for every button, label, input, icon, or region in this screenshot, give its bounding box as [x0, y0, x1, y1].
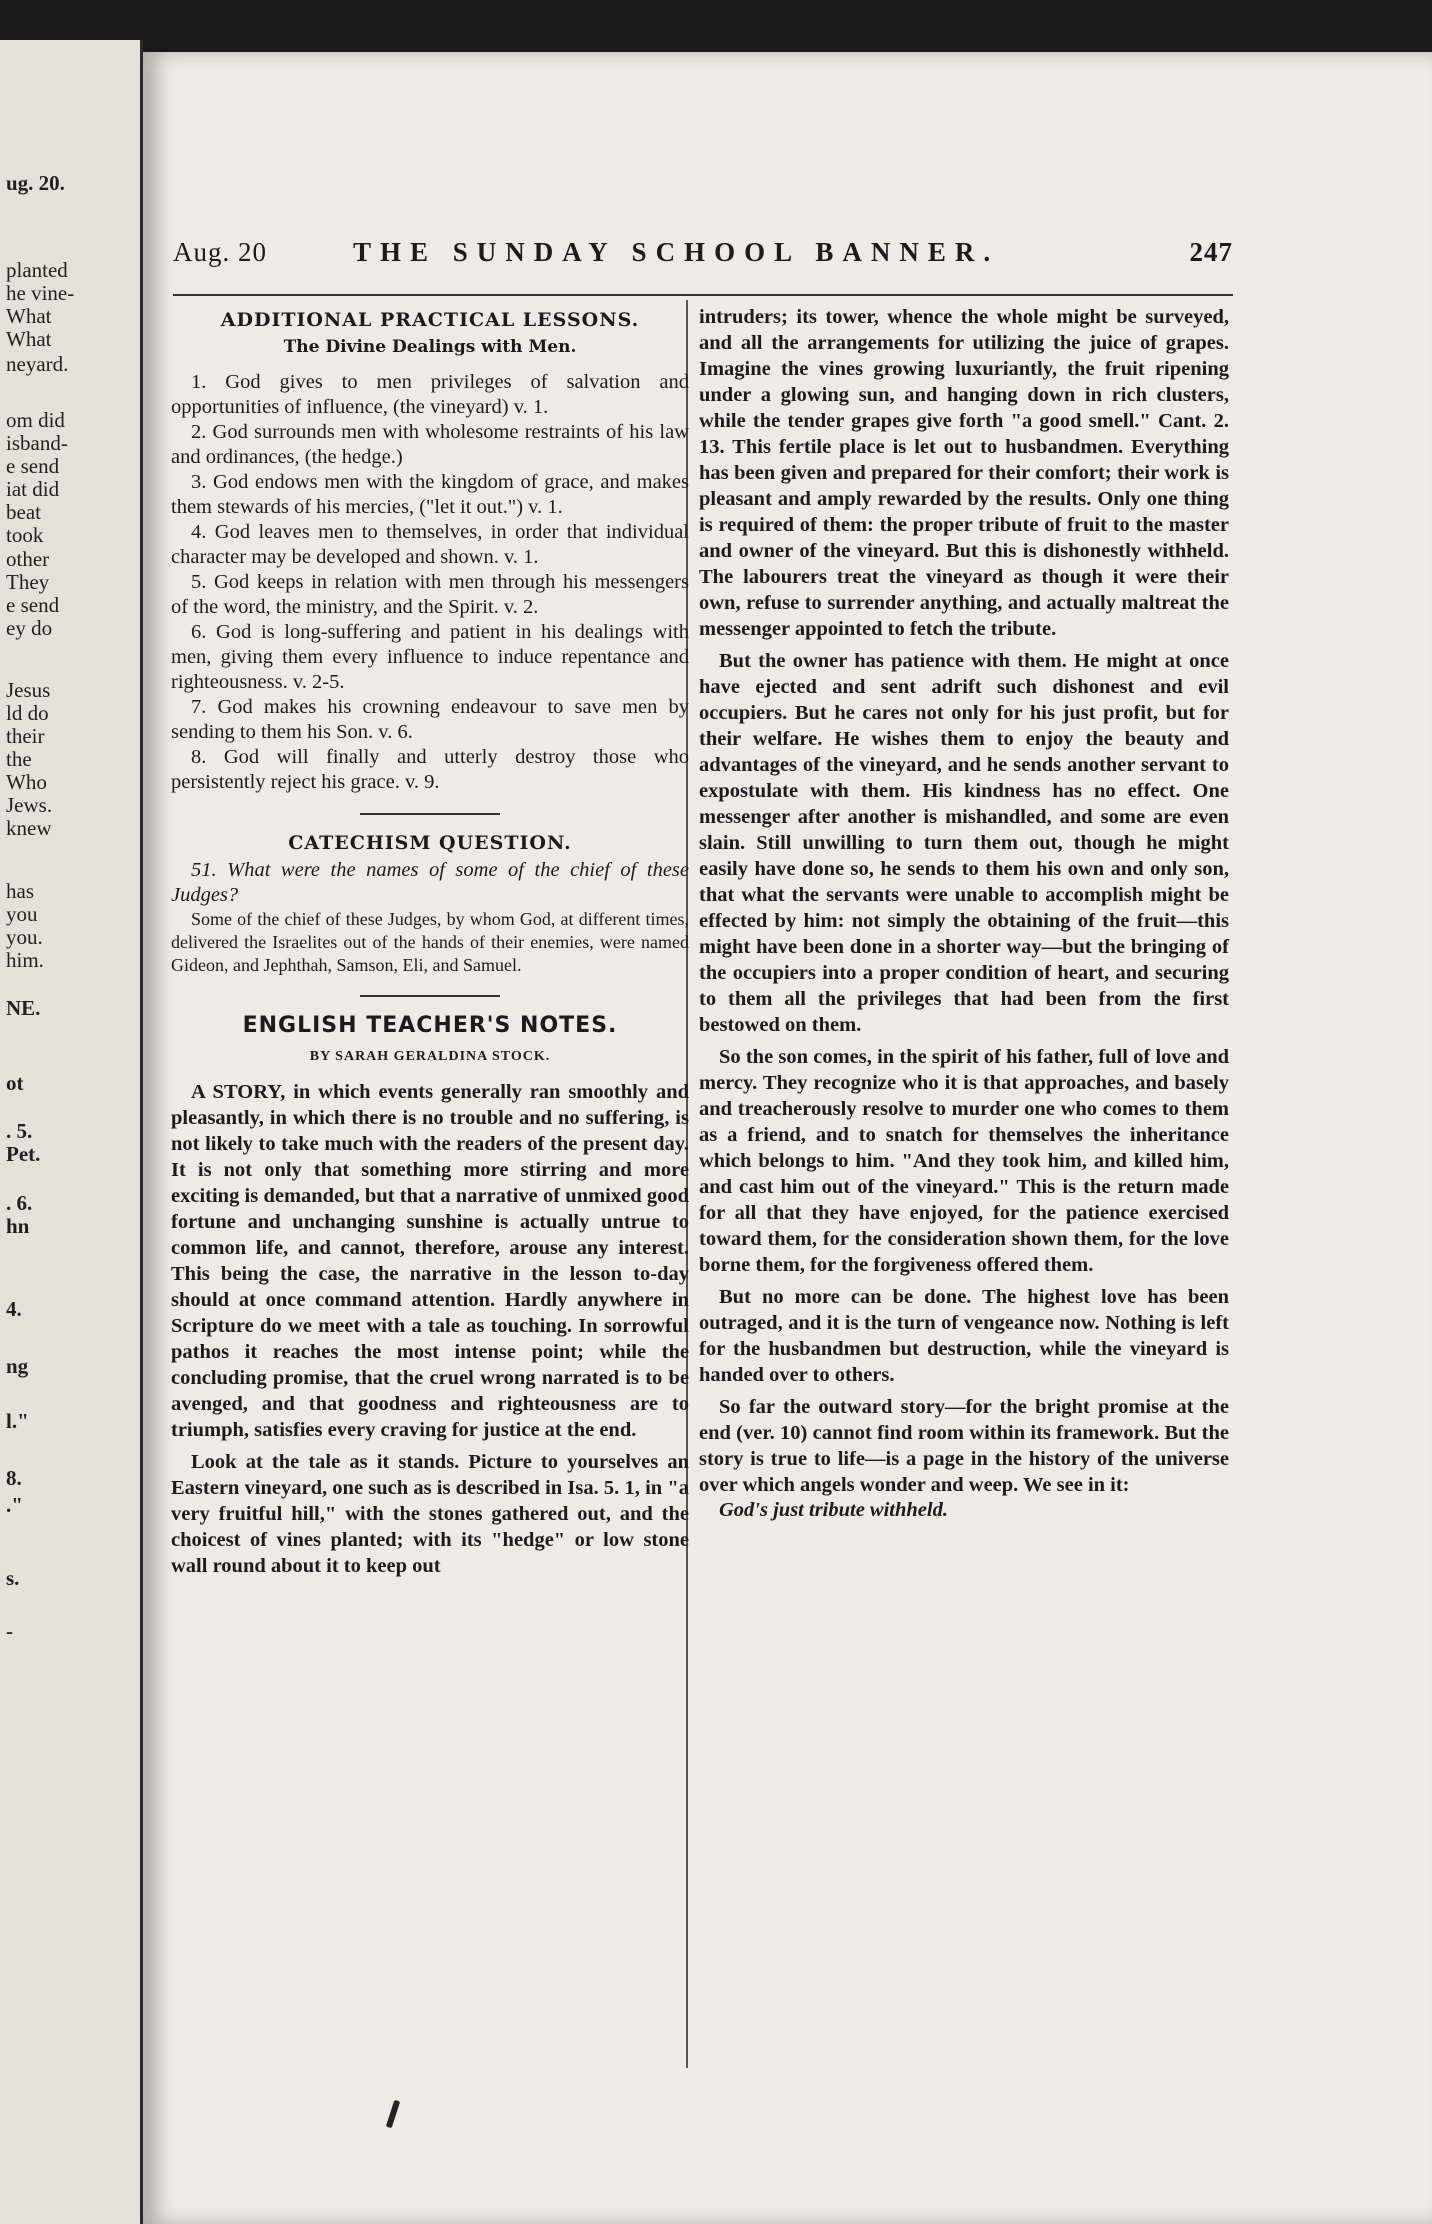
lessons-heading: ADDITIONAL PRACTICAL LESSONS.: [220, 309, 640, 331]
margin-fragment: you: [6, 902, 38, 926]
notes-paragraph: intruders; its tower, whence the whole might be surveyed, and all the arrangements for utilizing the juice of grapes. Imagine the vines growing luxuriantly, the fruit ripening under a glowing sun, and hanging down in rich clusters, while the tender grapes give forth "a good smell." Cant. 2. 13. This fertile place is let out to husbandmen. Everything has been given and prepared for their comfort; their work is pleasant and amply rewarded by the results. Only one thing is required of them: the proper tribute of fruit to the master and owner of the vineyard. But this is dishonestly withheld. The labourers treat the vineyard as though it were their own, refuse to surrender anything, and actually maltreat the messenger appointed to fetch the tribute.: [699, 306, 1229, 640]
margin-fragment: you.: [6, 925, 43, 949]
lesson-item: 2. God surrounds men with wholesome restraints of his law and ordinances, (the hedge.): [171, 421, 689, 468]
notes-heading: ENGLISH TEACHER'S NOTES.: [242, 1013, 618, 1038]
margin-fragment: ot: [6, 1071, 24, 1095]
notes-right-body: [699, 304, 1229, 1498]
margin-fragment: took: [6, 523, 44, 547]
margin-fragment: iat did: [6, 477, 60, 501]
catechism-answer: Some of the chief of these Judges, by whom God, at different times, delivered the Israelites out of the hands of their enemies, were named Gideon, and Jephthah, Samson, Eli, and Samuel.: [171, 909, 689, 975]
margin-fragment: e send: [6, 593, 60, 617]
margin-fragment: their: [6, 724, 45, 748]
section-rule: [360, 995, 500, 997]
margin-fragment: ug. 20.: [6, 171, 65, 195]
margin-fragment: him.: [6, 948, 44, 972]
lesson-item: 4. God leaves men to themselves, in order that individual character may be developed and shown. v. 1.: [171, 521, 689, 568]
catechism-heading: CATECHISM QUESTION.: [288, 832, 572, 854]
lessons-list: [171, 370, 689, 795]
catechism-question: 51. What were the names of some of the chief of these Judges?: [171, 859, 689, 906]
margin-fragment: hn: [6, 1214, 30, 1238]
margin-fragment: has: [6, 879, 34, 903]
notes-paragraph: Look at the tale as it stands. Picture to yourselves an Eastern vineyard, one such as is described in Isa. 5. 1, in "a very fruitful hill," with the stones gathered out, and the choicest of vines planted; with its "hedge" or low stone wall round about it to keep out: [171, 1451, 689, 1577]
margin-fragment: isband-: [6, 431, 68, 455]
page-number: 247: [1189, 237, 1233, 267]
notes-paragraph: But the owner has patience with them. He might at once have ejected and sent adrift such dishonest and evil occupiers. But he cares not only for his just profit, but for their welfare. He wishes them to enjoy the beauty and advantages of the vineyard, and he sends another servant to expostulate with them. His kindness has no effect. One messenger after another is mishandled, and some are even slain. Still unwilling to turn them out, though he might easily have done so, he sends to them his own and only son, that what the servants were unable to accomplish might be effected by him: not simply the obtaining of the fruit—this might have been done in a shorter way—but the bringing of the occupiers into a proper condition of heart, and securing to them all the privileges that had been from the first bestowed on them.: [699, 650, 1229, 1036]
notes-paragraph: But no more can be done. The highest love has been outraged, and it is the turn of vengeance now. Nothing is left for the husbandmen but destruction, while the vineyard is handed over to others.: [699, 1286, 1229, 1386]
margin-fragment: They: [6, 570, 50, 594]
margin-fragment: ld do: [6, 701, 49, 725]
lesson-item: 5. God keeps in relation with men through his messengers of the word, the ministry, and the Spirit. v. 2.: [171, 571, 689, 618]
margin-fragment: other: [6, 547, 50, 571]
notes-paragraph: So far the outward story—for the bright promise at the end (ver. 10) cannot find room within its framework. But the story is true to life—is a page in the history of the universe over which angels wonder and weep. We see in it:: [699, 1396, 1229, 1496]
closing-italic: God's just tribute withheld.: [719, 1499, 948, 1521]
margin-fragment: beat: [6, 500, 41, 524]
section-rule: [360, 813, 500, 815]
page: [143, 52, 1432, 2224]
lesson-item: 7. God makes his crowning endeavour to save men by sending to them his Son. v. 6.: [171, 696, 689, 743]
margin-fragment: . 6.: [6, 1191, 33, 1215]
margin-fragment: he vine-: [6, 281, 75, 305]
lesson-item: 1. God gives to men privileges of salvation and opportunities of influence, (the vineyard) v. 1.: [171, 371, 689, 418]
adjacent-page-margin: [0, 40, 143, 2224]
margin-fragment: NE.: [6, 996, 41, 1020]
margin-fragment: -: [6, 1619, 13, 1643]
header-rule: [173, 294, 1233, 296]
margin-fragment: What: [6, 327, 52, 351]
margin-fragment: ey do: [6, 616, 53, 640]
margin-fragment: l.": [6, 1409, 29, 1433]
margin-fragment: planted: [6, 258, 68, 282]
left-column: [171, 304, 689, 1579]
lesson-item: 3. God endows men with the kingdom of grace, and makes them stewards of his mercies, ("let it out.") v. 1.: [171, 471, 689, 518]
margin-fragment: e send: [6, 454, 60, 478]
margin-fragment: Jesus: [6, 678, 51, 702]
header-title: THE SUNDAY SCHOOL BANNER.: [353, 237, 1000, 267]
margin-fragment: om did: [6, 408, 65, 432]
margin-fragment: .": [6, 1493, 23, 1517]
notes-paragraph: A STORY, in which events generally ran smoothly and pleasantly, in which there is no trouble and no suffering, is not likely to take much with the readers of the present day. It is not only that something more stirring and more exciting is demanded, but that a narrative of unmixed good fortune and unchanging sunshine is actually untrue to common life, and cannot, therefore, arouse any interest. This being the case, the narrative in the lesson to-day should at once command attention. Hardly anywhere in Scripture do we meet with a tale as touching. In sorrowful pathos it reaches the most intense point; while the concluding promise, that the cruel wrong narrated is to be avenged, and that goodness and righteousness are to triumph, satisfies every craving for justice at the end.: [171, 1081, 689, 1441]
margin-fragment: Who: [6, 770, 47, 794]
lesson-item: 6. God is long-suffering and patient in his dealings with men, giving them every influence to induce repentance and righteousness. v. 2-5.: [171, 621, 689, 693]
notes-paragraph: So the son comes, in the spirit of his father, full of love and mercy. They recognize who it is that approaches, and basely and treacherously resolve to murder one who comes to them as a friend, and to snatch for themselves the inheritance which belongs to him. "And they took him, and killed him, and cast him out of the vineyard." This is the return made for all that they have enjoyed, for the patience exercised toward them, for the consideration shown them, for the love borne them, for the forgiveness offered them.: [699, 1046, 1229, 1276]
margin-fragment: knew: [6, 816, 52, 840]
margin-fragment: the: [6, 747, 32, 771]
lesson-item: 8. God will finally and utterly destroy those who persistently reject his grace. v. 9.: [171, 746, 689, 793]
margin-fragment: 8.: [6, 1466, 22, 1490]
margin-fragment: 4.: [6, 1297, 22, 1321]
pencil-mark: [386, 2100, 400, 2128]
margin-fragment: Pet.: [6, 1142, 41, 1166]
right-column: [699, 304, 1229, 1523]
margin-fragment: What: [6, 304, 52, 328]
running-header: [173, 237, 1233, 277]
margin-fragment: ng: [6, 1354, 29, 1378]
notes-byline: BY SARAH GERALDINA STOCK.: [309, 1049, 551, 1064]
notes-left-body: [171, 1079, 689, 1579]
margin-fragment: neyard.: [6, 352, 69, 376]
margin-fragment: Jews.: [6, 793, 53, 817]
lessons-subheading: The Divine Dealings with Men.: [283, 337, 577, 357]
margin-fragment: . 5.: [6, 1119, 33, 1143]
margin-fragment: s.: [6, 1566, 20, 1590]
header-date: Aug. 20: [173, 237, 267, 267]
